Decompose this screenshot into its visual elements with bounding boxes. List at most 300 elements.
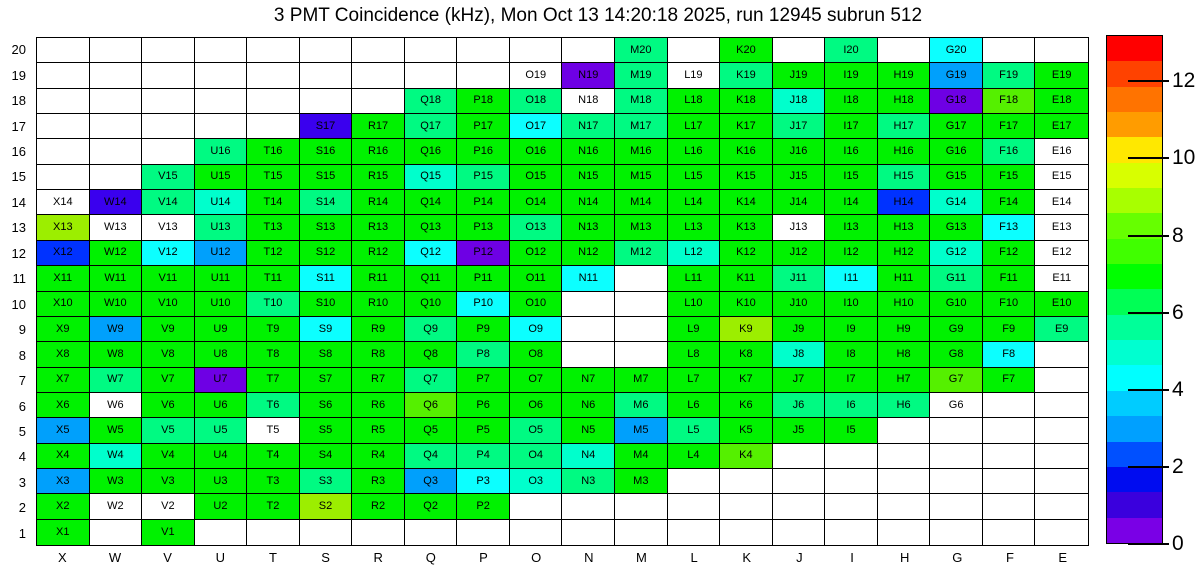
cell-label: S14 [315,195,336,208]
cell-label: X3 [56,474,70,487]
cell-label: I13 [843,221,859,234]
cell-label: V2 [161,499,175,512]
cell-label: K14 [736,195,756,208]
heatmap-cell [720,89,773,114]
heatmap-cell [405,342,458,367]
cell-label: X12 [52,246,73,259]
cell-label: F18 [999,94,1019,107]
cell-label: S12 [315,246,336,259]
cell-label: E9 [1054,322,1069,335]
heatmap-cell [1035,190,1088,215]
cell-label: O11 [525,271,546,284]
cell-label: J17 [789,119,808,132]
heatmap-cell [37,418,90,443]
heatmap-cell [352,469,405,494]
x-axis-label: I [850,550,854,565]
cell-label: L5 [687,423,700,436]
heatmap-cell [457,89,510,114]
cell-label: N17 [578,119,599,132]
x-axis-label: H [900,550,910,565]
cell-label: G16 [945,145,967,158]
cell-label: L6 [687,398,700,411]
heatmap-cell [983,469,1036,494]
heatmap-cell [720,418,773,443]
heatmap-cell [825,418,878,443]
cell-label: S10 [315,297,336,310]
heatmap-cell [668,342,721,367]
y-axis-label: 17 [11,118,26,134]
cell-label: R6 [371,398,386,411]
heatmap-cell [930,342,983,367]
heatmap-cell [825,63,878,88]
cell-label: F17 [999,119,1019,132]
heatmap-cell [983,418,1036,443]
heatmap-cell [37,63,90,88]
heatmap-cell [300,139,353,164]
cell-label: L14 [684,195,703,208]
heatmap-cell [878,342,931,367]
heatmap-cell [37,215,90,240]
y-axis-label: 12 [11,245,26,261]
heatmap-cell [300,241,353,266]
cell-label: U16 [210,145,231,158]
heatmap-cell [352,38,405,63]
heatmap-cell [195,38,248,63]
cell-label: S6 [318,398,333,411]
heatmap-cell [142,444,195,469]
cell-label: N16 [578,145,599,158]
heatmap-cell [195,368,248,393]
heatmap-cell [142,241,195,266]
heatmap-cell [930,241,983,266]
cell-label: S15 [315,170,336,183]
heatmap-cell [510,292,563,317]
heatmap-cell [562,165,615,190]
heatmap-cell [615,418,668,443]
heatmap-cell [1035,317,1088,342]
x-axis-label: Q [425,550,436,565]
cell-label: U9 [213,322,228,335]
heatmap-cell [37,342,90,367]
cell-label: I12 [843,246,859,259]
heatmap-cell [195,494,248,519]
heatmap-cell [825,215,878,240]
cell-label: U6 [213,398,228,411]
cell-label: O15 [525,170,547,183]
heatmap-cell [247,342,300,367]
colorbar-tick [1128,312,1169,314]
heatmap-cell [720,494,773,519]
heatmap-cell [668,215,721,240]
y-axis-label: 19 [11,67,26,83]
heatmap-cell [510,114,563,139]
cell-label: U11 [210,271,231,284]
heatmap-cell [1035,444,1088,469]
heatmap-cell [510,494,563,519]
cell-label: K19 [736,69,756,82]
heatmap-cell [615,165,668,190]
cell-label: I10 [843,297,859,310]
heatmap-cell [1035,215,1088,240]
heatmap-cell [510,520,563,545]
heatmap-cell [773,494,826,519]
heatmap-cell [878,241,931,266]
cell-label: L8 [687,347,700,360]
cell-label: V9 [161,322,175,335]
heatmap-cell [247,393,300,418]
colorbar-segment [1107,391,1162,416]
heatmap-cell [668,63,721,88]
cell-label: L4 [687,449,700,462]
colorbar-segment [1107,36,1162,61]
cell-label: G6 [948,398,964,411]
heatmap-cell [90,393,143,418]
colorbar-tick [1128,389,1169,391]
heatmap-cell [615,469,668,494]
heatmap-cell [37,139,90,164]
y-axis-label: 3 [18,474,26,490]
heatmap-cell [457,215,510,240]
heatmap-cell [195,444,248,469]
colorbar-tick [1128,80,1169,82]
heatmap-cell [878,418,931,443]
x-axis-label: E [1058,550,1067,565]
cell-label: L17 [684,119,703,132]
heatmap-cell [983,38,1036,63]
heatmap-cell [562,444,615,469]
cell-label: W8 [107,347,124,360]
heatmap-cell [1035,38,1088,63]
cell-label: Q11 [420,271,441,284]
heatmap-cell [825,368,878,393]
cell-label: S7 [318,373,333,386]
cell-label: J15 [789,170,808,183]
heatmap-cell [90,444,143,469]
cell-label: E13 [1051,221,1072,234]
cell-label: X9 [56,322,70,335]
heatmap-cell [405,63,458,88]
x-axis-label: O [531,550,542,565]
heatmap-cell [352,190,405,215]
heatmap-cell [1035,469,1088,494]
heatmap-cell [195,139,248,164]
cell-label: V3 [161,474,175,487]
heatmap-cell [773,520,826,545]
cell-label: K16 [736,145,756,158]
heatmap-cell [457,63,510,88]
cell-label: S17 [315,119,336,132]
heatmap-cell [930,292,983,317]
heatmap-cell [720,520,773,545]
heatmap-cell [247,215,300,240]
x-axis-label: G [952,550,963,565]
heatmap-cell [720,393,773,418]
heatmap-cell [825,469,878,494]
heatmap-cell [457,393,510,418]
heatmap-cell [142,38,195,63]
cell-label: V15 [158,170,178,183]
heatmap-cell [825,241,878,266]
x-axis-label: J [796,550,803,565]
colorbar-tick-label: 2 [1172,454,1184,478]
cell-label: W14 [104,195,127,208]
heatmap-cell [510,317,563,342]
heatmap-cell [352,215,405,240]
heatmap-cell [720,368,773,393]
heatmap-cell [405,89,458,114]
heatmap-cell [773,266,826,291]
cell-label: M20 [630,43,652,56]
cell-label: M17 [630,119,652,132]
cell-label: O13 [525,221,547,234]
heatmap-cell [1035,114,1088,139]
cell-label: P7 [476,373,490,386]
cell-label: Q3 [423,474,438,487]
heatmap-cell [247,241,300,266]
heatmap-cell [930,494,983,519]
cell-label: W10 [104,297,127,310]
x-axis-label: N [584,550,594,565]
cell-label: O17 [525,119,547,132]
cell-label: E17 [1051,119,1072,132]
cell-label: X5 [56,423,70,436]
colorbar-segment [1107,340,1162,365]
colorbar-segment [1107,239,1162,264]
cell-label: K10 [736,297,756,310]
heatmap-cell [195,215,248,240]
cell-label: V13 [158,221,178,234]
cell-label: J19 [789,69,808,82]
cell-label: N14 [578,195,599,208]
heatmap-cell [562,190,615,215]
cell-label: G10 [945,297,967,310]
heatmap-cell [1035,393,1088,418]
cell-label: L12 [684,246,703,259]
heatmap-cell [878,63,931,88]
heatmap-cell [668,368,721,393]
heatmap-cell [247,114,300,139]
cell-label: U13 [210,221,231,234]
cell-label: F15 [999,170,1019,183]
cell-label: X7 [56,373,70,386]
heatmap-cell [510,165,563,190]
heatmap-cell [615,63,668,88]
colorbar-segment [1107,87,1162,112]
heatmap-cell [247,469,300,494]
heatmap-cell [90,114,143,139]
heatmap-cell [247,520,300,545]
cell-label: L13 [684,221,703,234]
heatmap-cell [615,215,668,240]
cell-label: P18 [473,94,493,107]
heatmap-cell [142,418,195,443]
cell-label: R15 [367,170,389,183]
cell-label: T2 [266,499,280,512]
heatmap-cell [720,190,773,215]
heatmap-cell [930,63,983,88]
heatmap-cell [930,469,983,494]
cell-label: J6 [792,398,805,411]
heatmap-cell [825,444,878,469]
cell-label: N4 [581,449,596,462]
heatmap-cell [142,342,195,367]
cell-label: G11 [946,271,967,284]
cell-label: F12 [999,246,1019,259]
cell-label: M7 [633,373,649,386]
cell-label: V14 [158,195,178,208]
y-axis-label: 15 [11,169,26,185]
heatmap-cell [37,393,90,418]
heatmap-cell [1035,342,1088,367]
cell-label: G7 [948,373,964,386]
heatmap-cell [1035,89,1088,114]
heatmap-cell [352,89,405,114]
heatmap-cell [825,114,878,139]
cell-label: I8 [846,347,856,360]
heatmap-cell [773,368,826,393]
cell-label: G8 [948,347,964,360]
heatmap-cell [615,89,668,114]
heatmap-cell [352,317,405,342]
cell-label: J7 [792,373,805,386]
cell-label: Q18 [420,94,442,107]
heatmap-cell [300,317,353,342]
y-axis-label: 7 [18,373,26,389]
heatmap-cell [773,165,826,190]
cell-label: X14 [52,195,73,208]
heatmap-cell [983,63,1036,88]
heatmap-cell [352,520,405,545]
cell-label: N19 [578,69,599,82]
heatmap-cell [405,469,458,494]
cell-label: J9 [792,322,805,335]
heatmap-cell [825,292,878,317]
cell-label: X13 [52,221,73,234]
heatmap-cell [247,190,300,215]
cell-label: I6 [846,398,856,411]
heatmap-cell [930,215,983,240]
heatmap-cell [878,520,931,545]
heatmap-cell [142,114,195,139]
cell-label: R3 [371,474,386,487]
heatmap-cell [720,38,773,63]
heatmap-cell [615,38,668,63]
heatmap-cell [930,114,983,139]
cell-label: W9 [107,322,124,335]
heatmap-cell [878,368,931,393]
heatmap-cell [352,165,405,190]
heatmap-cell [457,241,510,266]
heatmap-cell [825,38,878,63]
heatmap-cell [930,38,983,63]
cell-label: X8 [56,347,70,360]
heatmap-cell [930,165,983,190]
cell-label: R10 [367,297,389,310]
heatmap-cell [983,139,1036,164]
heatmap-cell [562,292,615,317]
cell-label: K6 [739,398,753,411]
cell-label: M18 [630,94,652,107]
cell-label: G9 [948,322,964,335]
heatmap-cell [90,520,143,545]
cell-label: L9 [687,322,700,335]
heatmap-cell [562,469,615,494]
heatmap-cell [825,89,878,114]
heatmap-cell [300,469,353,494]
heatmap-cell [720,139,773,164]
heatmap-cell [300,520,353,545]
cell-label: P4 [476,449,490,462]
cell-label: K20 [736,43,756,56]
heatmap-cell [1035,165,1088,190]
heatmap-cell [668,114,721,139]
heatmap-cell [615,139,668,164]
cell-label: H8 [896,347,911,360]
cell-label: U7 [213,373,228,386]
heatmap-cell [825,494,878,519]
cell-label: O19 [525,69,547,82]
heatmap-cell [1035,418,1088,443]
heatmap-cell [457,292,510,317]
cell-label: Q13 [420,221,442,234]
cell-label: G13 [945,221,967,234]
heatmap-cell [247,139,300,164]
heatmap-cell [562,418,615,443]
cell-label: R16 [367,145,389,158]
cell-label: T7 [266,373,280,386]
heatmap-cell [615,190,668,215]
cell-label: H9 [896,322,911,335]
heatmap-cell [510,215,563,240]
heatmap-cell [878,444,931,469]
heatmap-cell [90,38,143,63]
heatmap-cell [37,114,90,139]
cell-label: N6 [581,398,596,411]
cell-label: G20 [945,43,967,56]
cell-label: T5 [266,423,280,436]
heatmap-cell [773,190,826,215]
cell-label: U10 [210,297,231,310]
cell-label: T6 [266,398,280,411]
cell-label: R7 [371,373,386,386]
cell-label: H11 [893,271,914,284]
cell-label: N3 [581,474,596,487]
cell-label: J8 [792,347,805,360]
heatmap-cell [720,317,773,342]
cell-label: F10 [999,297,1019,310]
heatmap-cell [773,418,826,443]
cell-label: P11 [473,271,493,284]
heatmap-cell [457,520,510,545]
heatmap-cell [983,215,1036,240]
cell-label: E10 [1051,297,1072,310]
cell-label: W3 [107,474,124,487]
heatmap-cell [405,165,458,190]
cell-label: O12 [525,246,547,259]
colorbar-tick-label: 4 [1172,377,1184,401]
heatmap-cell [930,266,983,291]
cell-label: I7 [846,373,856,386]
cell-label: H6 [896,398,911,411]
cell-label: I14 [843,195,859,208]
cell-label: H19 [893,69,914,82]
heatmap-cell [825,266,878,291]
cell-label: P13 [473,221,493,234]
cell-label: J5 [792,423,805,436]
colorbar-tick [1128,235,1169,237]
cell-label: G14 [945,195,967,208]
heatmap-cell [457,342,510,367]
